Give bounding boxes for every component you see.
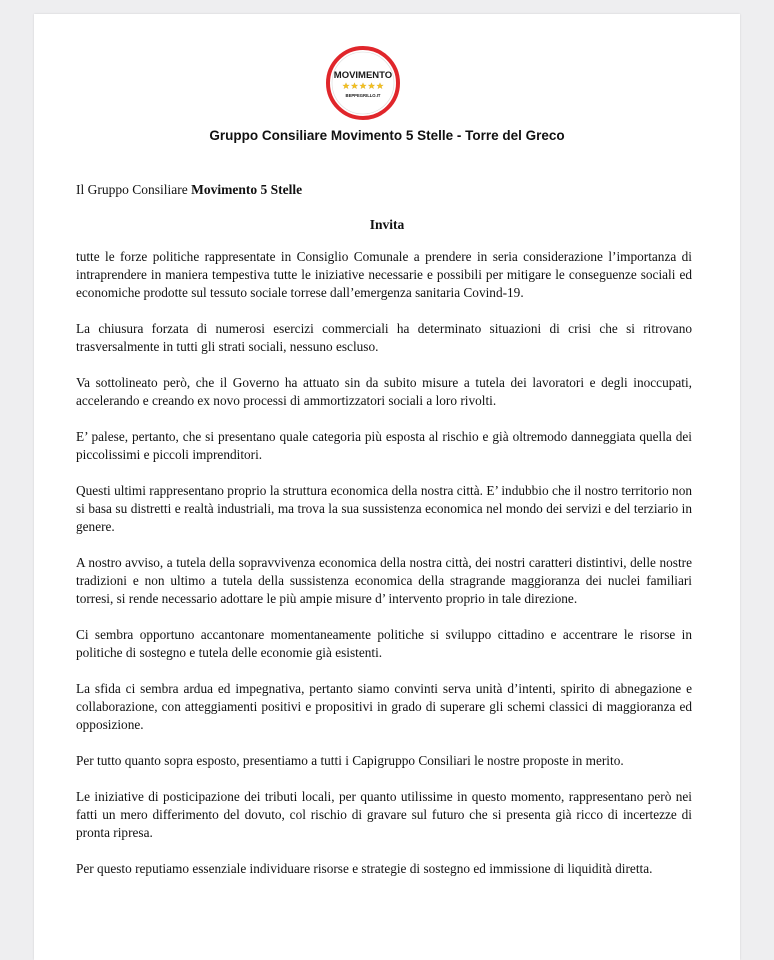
intro-line [76,182,302,198]
body-paragraph: Per tutto quanto sopra esposto, presentiamo a tutti i Capigruppo Consiliari le nostre proposte in merito. [76,753,624,768]
logo-text-bottom: BEPPEGRILLO.IT [345,93,381,98]
invita-heading: Invita [369,217,405,232]
body-paragraph: Per questo reputiamo essenziale individuare risorse e strategie di sostegno ed immissione di liquidità diretta. [76,861,653,876]
intro-prefix: Il Gruppo Consiliare [76,182,192,197]
intro-group-name: Movimento 5 Stelle [191,182,303,197]
document-body [76,248,692,896]
body-paragraph: A nostro avviso, a tutela della sopravvivenza economica della nostra città, dei nostri caratteri distintivi, delle nostre tradizioni e non ultimo a tutela della sussistenza economica della stragrande maggioranza dei nuclei familiari torresi, si rende necessario adottare le più ampie misure d’ intervento proprio in tale direzione. [76,555,692,606]
movimento-5-stelle-logo [326,41,400,125]
body-paragraph: La chiusura forzata di numerosi esercizi commerciali ha determinato situazioni di crisi che si ritrovano trasversalmente in tutti gli strati sociali, nessuno escluso. [76,321,692,354]
logo-text-top: MOVIMENTO [333,70,393,81]
document-title: Gruppo Consiliare Movimento 5 Stelle - Torre del Greco [209,128,565,143]
body-paragraph: Questi ultimi rappresentano proprio la struttura economica della nostra città. E’ indubbio che il nostro territorio non si basa su distretti e realtà industriali, ma trova la sua sussistenza economica nel mondo dei servizi e del terziario in genere. [76,483,692,534]
body-paragraph: tutte le forze politiche rappresentate in Consiglio Comunale a prendere in seria considerazione l’importanza di intraprendere in maniera tempestiva tutte le iniziative necessarie e possibili per mitigare le conseguenze sociali ed economiche prodotte sul tessuto sociale torrese dall’emergenza sanitaria Covind-19. [76,249,692,300]
body-paragraph: Va sottolineato però, che il Governo ha attuato sin da subito misure a tutela dei lavoratori e degli inoccupati, accelerando e creando ex novo processi di ammortizzatori sociali a loro rivolti. [76,375,692,408]
body-paragraph: La sfida ci sembra ardua ed impegnativa, pertanto siamo convinti serva unità d’intenti, spirito di abnegazione e collaborazione, con atteggiamenti positivi e propositivi in grado di superare gli schemi classici di maggioranza ed opposizione. [76,681,692,732]
body-paragraph: Ci sembra opportuno accantonare momentaneamente politiche si sviluppo cittadino e accentrare le risorse in politiche di sostegno e tutela delle economie già esistenti. [76,627,692,660]
document-page [34,14,740,960]
body-paragraph: E’ palese, pertanto, che si presentano quale categoria più esposta al rischio e già oltremodo danneggiata quella dei piccolissimi e piccoli imprenditori. [76,429,692,462]
body-paragraph: Le iniziative di posticipazione dei tributi locali, per quanto utilissime in questo momento, rappresentano però nei fatti un mero differimento del dovuto, col rischio di gravare sul futuro che si presenta già ricco di incertezze di pronta ripresa. [76,789,692,840]
